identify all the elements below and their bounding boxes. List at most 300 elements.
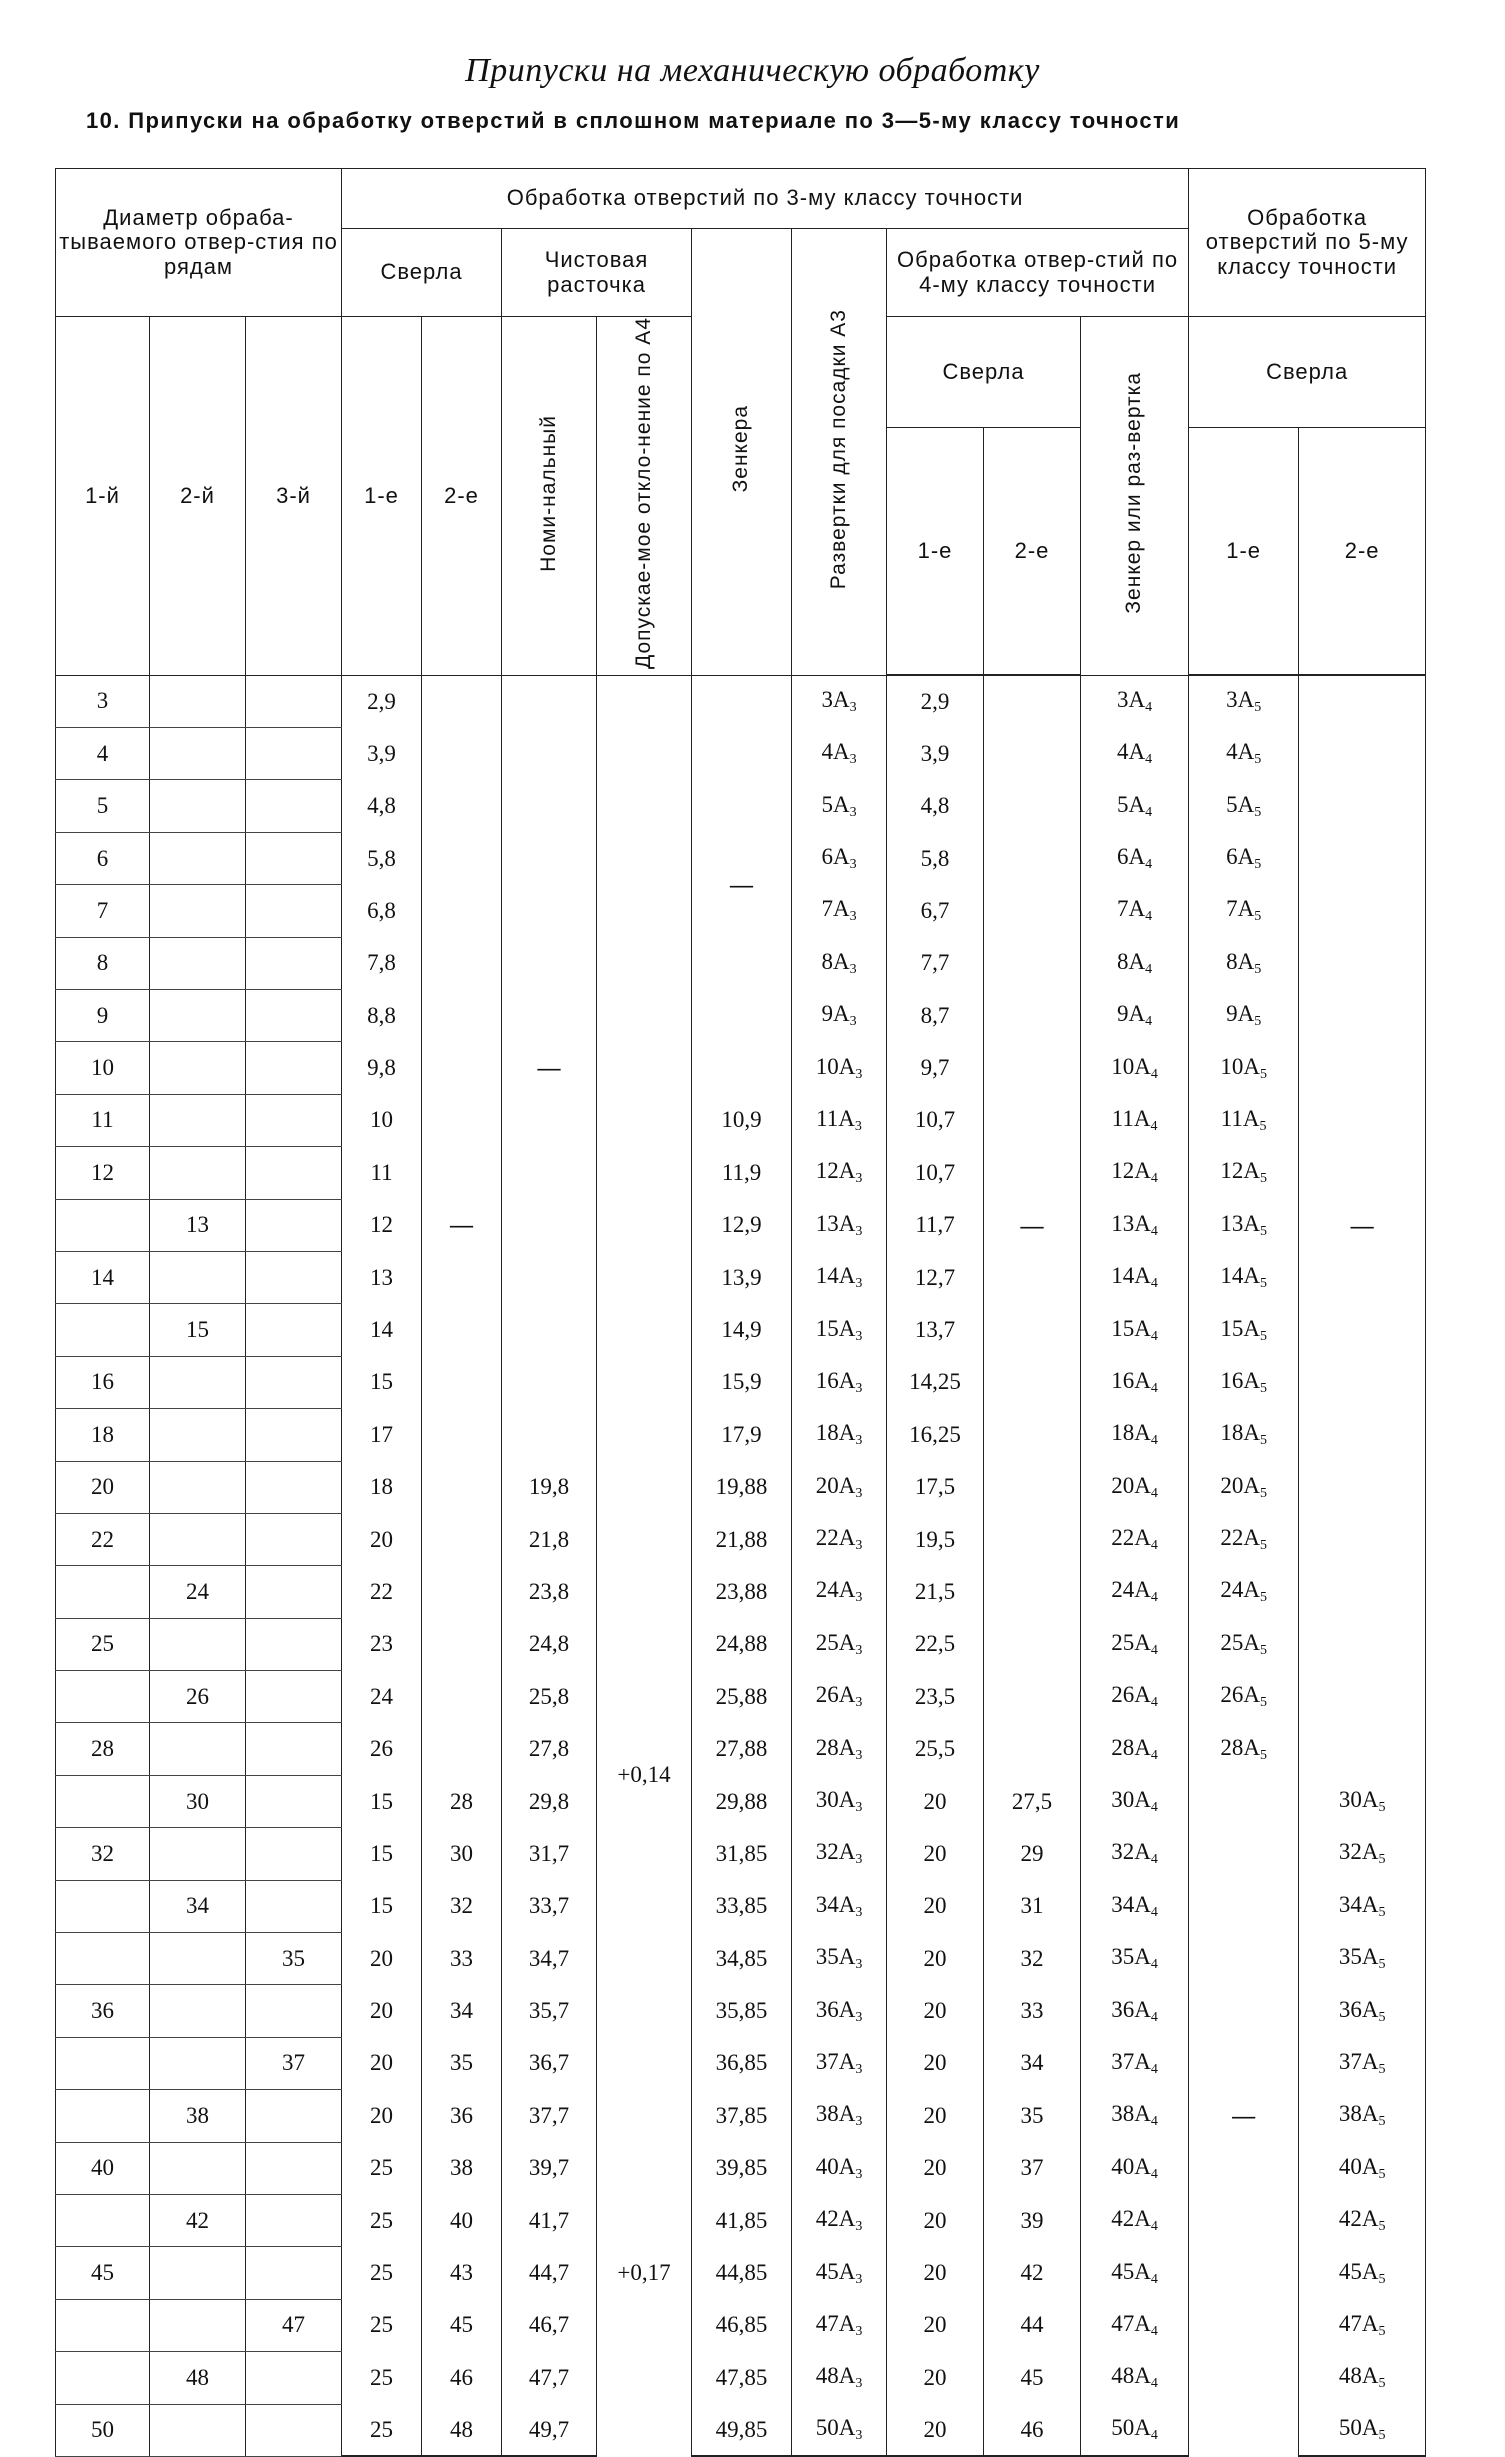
cell-r2: 48 [150,2352,246,2404]
header-class3: Обработка отверстий по 3-му классу точности [342,169,1189,229]
cell-s2: 45 [422,2299,502,2351]
cell-c4z: $12A_4$ [1081,1147,1189,1199]
cell-c5s1: $22A_5$ [1189,1513,1299,1565]
cell-zk: 13,9 [692,1251,792,1303]
header-finish-bore: Чистовая расточка [502,229,692,317]
cell-c4s1: 20 [887,2090,984,2142]
cell-c4z: $25A_4$ [1081,1618,1189,1670]
cell-c4s1: 20 [887,2299,984,2351]
cell-rz: $5A_3$ [792,780,887,832]
cell-r2 [150,2037,246,2089]
header-class4: Обработка отвер-стий по 4-му классу точности [887,229,1189,317]
cell-c5s1: $3A_5$ [1189,675,1299,727]
cell-zk: 15,9 [692,1356,792,1408]
cell-c4s1: 6,7 [887,885,984,937]
cell-r1: 40 [56,2142,150,2194]
cell-c4s1: 23,5 [887,1671,984,1723]
cell-r3 [246,1880,342,1932]
tolerance-017: +0,17 [597,2090,692,2457]
cell-r1: 9 [56,989,150,1041]
cell-rz: $50A_3$ [792,2404,887,2456]
cell-c4z: $11A_4$ [1081,1094,1189,1146]
cell-c4z: $16A_4$ [1081,1356,1189,1408]
cell-s2: 43 [422,2247,502,2299]
cell-rz: $9A_3$ [792,989,887,1041]
table-row [56,1671,1426,1723]
cell-s1: 18 [342,1461,422,1513]
table-row [56,1356,1426,1408]
cell-r3 [246,728,342,780]
cell-r1 [56,1775,150,1827]
cell-c4s1: 25,5 [887,1723,984,1775]
cell-r3 [246,1985,342,2037]
cell-c4s1: 20 [887,2404,984,2456]
cell-r1 [56,2037,150,2089]
cell-c4z: $48A_4$ [1081,2352,1189,2404]
header-drills4: Сверла [887,317,1081,428]
cell-rz: $26A_3$ [792,1671,887,1723]
cell-r2 [150,1147,246,1199]
cell-r2 [150,2299,246,2351]
cell-r2 [150,1042,246,1094]
header-reamers [792,229,887,676]
cell-rz: $30A_3$ [792,1775,887,1827]
cell-c4s1: 7,7 [887,937,984,989]
cell-c4s2: 27,5 [984,1775,1081,1827]
cell-c4z: $34A_4$ [1081,1880,1189,1932]
cell-c4s1: 8,7 [887,989,984,1041]
cell-r3 [246,2247,342,2299]
cell-rz: $25A_3$ [792,1618,887,1670]
cell-r1: 45 [56,2247,150,2299]
cell-r1: 3 [56,675,150,727]
header-tolerance [597,317,692,676]
cell-s2: 38 [422,2142,502,2194]
cell-s1: 15 [342,1356,422,1408]
cell-nom: 36,7 [502,2037,597,2089]
cell-c4s1: 20 [887,2194,984,2246]
cell-r3 [246,1828,342,1880]
cell-s1: 20 [342,2037,422,2089]
cell-r3 [246,832,342,884]
cell-rz: $12A_3$ [792,1147,887,1199]
cell-r3 [246,1094,342,1146]
cell-r2 [150,728,246,780]
table-row [56,1775,1426,1827]
cell-c4z: $18A_4$ [1081,1409,1189,1461]
cell-c4z: $22A_4$ [1081,1513,1189,1565]
cell-rz: $14A_3$ [792,1251,887,1303]
cell-c4z: $47A_4$ [1081,2299,1189,2351]
cell-c5s1: $6A_5$ [1189,832,1299,884]
cell-zk: 33,85 [692,1880,792,1932]
cell-rz: $16A_3$ [792,1356,887,1408]
header-drill4-2: 2-е [984,427,1081,675]
cell-c5s1: $25A_5$ [1189,1618,1299,1670]
cell-c5s1: $16A_5$ [1189,1356,1299,1408]
cell-zk: 19,88 [692,1461,792,1513]
cell-nom: 37,7 [502,2090,597,2142]
cell-s1: 20 [342,1933,422,1985]
cell-c4z: $7A_4$ [1081,885,1189,937]
header-drill2: 2-е [422,317,502,676]
cell-r1: 20 [56,1461,150,1513]
cell-c5s2: $32A_5$ [1299,1828,1426,1880]
cell-zk: 24,88 [692,1618,792,1670]
cell-r2 [150,937,246,989]
cell-zk: 23,88 [692,1566,792,1618]
cell-c5s1: $20A_5$ [1189,1461,1299,1513]
cell-r3 [246,1461,342,1513]
cell-rz: $37A_3$ [792,2037,887,2089]
cell-s1: 25 [342,2352,422,2404]
header-drills5: Сверла [1189,317,1426,428]
header-countersink [692,229,792,676]
cell-c4s2: 37 [984,2142,1081,2194]
cell-r3: 37 [246,2037,342,2089]
cell-c4z: $30A_4$ [1081,1775,1189,1827]
cell-rz: $24A_3$ [792,1566,887,1618]
cell-r2 [150,832,246,884]
cell-r3: 47 [246,2299,342,2351]
cell-c4s1: 20 [887,2037,984,2089]
cell-s1: 3,9 [342,728,422,780]
cell-rz: $6A_3$ [792,832,887,884]
cell-r2 [150,1985,246,2037]
cell-s2: 28 [422,1775,502,1827]
cell-rz: $32A_3$ [792,1828,887,1880]
cell-s1: 25 [342,2299,422,2351]
cell-r2 [150,1094,246,1146]
cell-s1: 7,8 [342,937,422,989]
cell-c5s1: $11A_5$ [1189,1094,1299,1146]
cell-s1: 10 [342,1094,422,1146]
table-row [56,1094,1426,1146]
cell-c4z: $15A_4$ [1081,1304,1189,1356]
cell-c4z: $36A_4$ [1081,1985,1189,2037]
cell-rz: $38A_3$ [792,2090,887,2142]
cell-c5s2: $45A_5$ [1299,2247,1426,2299]
cell-r1: 8 [56,937,150,989]
cell-nom: 24,8 [502,1618,597,1670]
cell-c5s1: $8A_5$ [1189,937,1299,989]
cell-rz: $22A_3$ [792,1513,887,1565]
tolerance-014: +0,14 [597,1461,692,2090]
cell-c4s1: 13,7 [887,1304,984,1356]
cell-s1: 26 [342,1723,422,1775]
cell-c4s2: 31 [984,1880,1081,1932]
cell-c4s2: 46 [984,2404,1081,2456]
header-class5: Обработка отверстий по 5-му классу точности [1189,169,1426,317]
page-title: Припуски на механическую обработку [465,52,1040,89]
cell-r2: 42 [150,2194,246,2246]
header-nominal-label: Номи-нальный [536,414,560,572]
cell-rz: $11A_3$ [792,1094,887,1146]
cell-s1: 15 [342,1880,422,1932]
cell-zk: 44,85 [692,2247,792,2299]
cell-r2: 38 [150,2090,246,2142]
cell-c5s1: $7A_5$ [1189,885,1299,937]
header-diameter: Диаметр обраба-тываемого отвер-стия по рядам [56,169,342,317]
cell-r1 [56,1880,150,1932]
cell-c4s2: 44 [984,2299,1081,2351]
cell-s1: 17 [342,1409,422,1461]
cell-c4s1: 22,5 [887,1618,984,1670]
cell-zk: 14,9 [692,1304,792,1356]
cell-c5s1: $24A_5$ [1189,1566,1299,1618]
cell-s1: 11 [342,1147,422,1199]
cell-c5s1: $5A_5$ [1189,780,1299,832]
cell-nom: 29,8 [502,1775,597,1827]
cell-c4z: $9A_4$ [1081,989,1189,1041]
cell-r3 [246,1513,342,1565]
cell-r2: 26 [150,1671,246,1723]
header-countersink-reamer [1081,317,1189,676]
cell-r3 [246,885,342,937]
cell-rz: $18A_3$ [792,1409,887,1461]
cell-r2: 13 [150,1199,246,1251]
cell-c4z: $50A_4$ [1081,2404,1189,2456]
cell-r3 [246,1409,342,1461]
cell-rz: $4A_3$ [792,728,887,780]
cell-r3 [246,989,342,1041]
cell-r3 [246,1618,342,1670]
table-row [56,1304,1426,1356]
cell-s1: 22 [342,1566,422,1618]
cell-c4s1: 10,7 [887,1094,984,1146]
cell-r2 [150,1461,246,1513]
cell-r3 [246,1042,342,1094]
cell-s2: 34 [422,1985,502,2037]
cell-s2: 36 [422,2090,502,2142]
cell-rz: $28A_3$ [792,1723,887,1775]
cell-zk: 21,88 [692,1513,792,1565]
cell-r2 [150,1618,246,1670]
cell-nom: 46,7 [502,2299,597,2351]
cell-c4s1: 16,25 [887,1409,984,1461]
cell-rz: $40A_3$ [792,2142,887,2194]
class5-drill1-dash: — [1189,1775,1299,2456]
cell-r3 [246,675,342,727]
cell-c4z: $28A_4$ [1081,1723,1189,1775]
cell-r1: 16 [56,1356,150,1408]
cell-r3 [246,2090,342,2142]
cell-rz: $10A_3$ [792,1042,887,1094]
cell-zk: 17,9 [692,1409,792,1461]
cell-r3 [246,1356,342,1408]
cell-c4s1: 21,5 [887,1566,984,1618]
allowance-table-wrap [55,168,1425,2457]
cell-c4s1: 4,8 [887,780,984,832]
table-row [56,1409,1426,1461]
cell-c4z: $26A_4$ [1081,1671,1189,1723]
cell-r1: 14 [56,1251,150,1303]
cell-c5s1: $10A_5$ [1189,1042,1299,1094]
cell-r2 [150,885,246,937]
cell-s1: 14 [342,1304,422,1356]
cell-r2 [150,1513,246,1565]
cell-r1 [56,1933,150,1985]
cell-zk: 11,9 [692,1147,792,1199]
cell-r2: 30 [150,1775,246,1827]
cell-nom: 39,7 [502,2142,597,2194]
cell-r3 [246,1566,342,1618]
tolerance-blank [597,675,692,1461]
header-row1: 1-й [56,317,150,676]
cell-s1: 25 [342,2142,422,2194]
cell-c5s2: $50A_5$ [1299,2404,1426,2456]
cell-r1: 6 [56,832,150,884]
cell-c5s2: $38A_5$ [1299,2090,1426,2142]
cell-r1 [56,2352,150,2404]
cell-nom: 44,7 [502,2247,597,2299]
cell-r2 [150,1356,246,1408]
cell-s2: 30 [422,1828,502,1880]
cell-c4s1: 20 [887,1880,984,1932]
cell-c4s1: 20 [887,2352,984,2404]
cell-nom: 41,7 [502,2194,597,2246]
cell-c4z: $13A_4$ [1081,1199,1189,1251]
cell-c5s1: $12A_5$ [1189,1147,1299,1199]
table-row [56,1723,1426,1775]
cell-rz: $34A_3$ [792,1880,887,1932]
cell-r3 [246,1671,342,1723]
cell-c4z: $45A_4$ [1081,2247,1189,2299]
cell-nom: 33,7 [502,1880,597,1932]
cell-zk: 41,85 [692,2194,792,2246]
cell-zk: 12,9 [692,1199,792,1251]
cell-c4s2: 32 [984,1933,1081,1985]
cell-s1: 15 [342,1775,422,1827]
cell-c4s1: 20 [887,1985,984,2037]
table-body [56,675,1426,2456]
cell-c5s2: $47A_5$ [1299,2299,1426,2351]
cell-rz: $47A_3$ [792,2299,887,2351]
cell-r3 [246,2404,342,2456]
cell-r2 [150,1723,246,1775]
cell-s2: 48 [422,2404,502,2456]
cell-r1 [56,2194,150,2246]
cell-c5s2: $48A_5$ [1299,2352,1426,2404]
header-tolerance-label: Допускае-мое откло-нение по A4 [631,317,655,670]
cell-c4s1: 20 [887,1933,984,1985]
cell-c4z: $6A_4$ [1081,832,1189,884]
cell-c4s2: 34 [984,2037,1081,2089]
cell-r1: 25 [56,1618,150,1670]
cell-c4s1: 20 [887,2247,984,2299]
cell-c5s1: $4A_5$ [1189,728,1299,780]
cell-r3 [246,1775,342,1827]
cell-c4z: $32A_4$ [1081,1828,1189,1880]
cell-zk: 39,85 [692,2142,792,2194]
table-title: 10. Припуски на обработку отверстий в сплошном материале по 3—5-му классу точности [86,108,1181,133]
cell-r2 [150,1933,246,1985]
cell-c4z: $38A_4$ [1081,2090,1189,2142]
cell-c5s2: $30A_5$ [1299,1775,1426,1827]
cell-r2: 24 [150,1566,246,1618]
cell-r2 [150,1828,246,1880]
cell-c5s2: $36A_5$ [1299,1985,1426,2037]
table-row [56,1461,1426,1513]
cell-c4s1: 14,25 [887,1356,984,1408]
cell-nom: 47,7 [502,2352,597,2404]
header-drill5-2: 2-е [1299,427,1426,675]
header-drill5-1: 1-е [1189,427,1299,675]
drills2-dash: — [422,675,502,1775]
cell-s1: 25 [342,2247,422,2299]
cell-c5s1: $13A_5$ [1189,1199,1299,1251]
cell-c4s1: 10,7 [887,1147,984,1199]
cell-s1: 9,8 [342,1042,422,1094]
cell-r1: 5 [56,780,150,832]
cell-c4z: $42A_4$ [1081,2194,1189,2246]
cell-r1: 22 [56,1513,150,1565]
finish-bore-dash: — [502,675,597,1461]
cell-r2 [150,1409,246,1461]
cell-r1: 7 [56,885,150,937]
cell-c4z: $3A_4$ [1081,675,1189,727]
cell-nom: 35,7 [502,1985,597,2037]
table-row [56,675,1426,727]
cell-nom: 23,8 [502,1566,597,1618]
cell-r1: 11 [56,1094,150,1146]
cell-r2 [150,675,246,727]
cell-r3 [246,780,342,832]
cell-nom: 19,8 [502,1461,597,1513]
cell-nom: 34,7 [502,1933,597,1985]
cell-c4s2: 45 [984,2352,1081,2404]
cell-s1: 20 [342,1513,422,1565]
cell-c4z: $40A_4$ [1081,2142,1189,2194]
cell-c5s1: $14A_5$ [1189,1251,1299,1303]
cell-c4s1: 17,5 [887,1461,984,1513]
cell-s1: 2,9 [342,675,422,727]
cell-r1: 10 [56,1042,150,1094]
cell-c4z: $4A_4$ [1081,728,1189,780]
cell-r2 [150,1251,246,1303]
cell-r1: 32 [56,1828,150,1880]
cell-r3 [246,1723,342,1775]
cell-nom: 21,8 [502,1513,597,1565]
cell-r3 [246,1251,342,1303]
cell-s2: 32 [422,1880,502,1932]
cell-r1 [56,1671,150,1723]
cell-c5s1: $15A_5$ [1189,1304,1299,1356]
cell-r1: 18 [56,1409,150,1461]
cell-s1: 5,8 [342,832,422,884]
cell-nom: 27,8 [502,1723,597,1775]
cell-s1: 4,8 [342,780,422,832]
cell-c5s1: $28A_5$ [1189,1723,1299,1775]
cell-c4s1: 20 [887,1828,984,1880]
cell-r1: 12 [56,1147,150,1199]
cell-nom: 25,8 [502,1671,597,1723]
cell-s2: 35 [422,2037,502,2089]
class5-drill2-dash: — [1299,675,1426,1775]
header-drills: Сверла [342,229,502,317]
cell-c4s2: 39 [984,2194,1081,2246]
cell-r1 [56,1304,150,1356]
cell-c5s2: $42A_5$ [1299,2194,1426,2246]
cell-c4s2: 33 [984,1985,1081,2037]
cell-zk: 49,85 [692,2404,792,2456]
cell-r1: 36 [56,1985,150,2037]
cell-r2 [150,2404,246,2456]
cell-c4s1: 20 [887,2142,984,2194]
cell-rz: $35A_3$ [792,1933,887,1985]
table-row [56,1251,1426,1303]
cell-r2 [150,2247,246,2299]
